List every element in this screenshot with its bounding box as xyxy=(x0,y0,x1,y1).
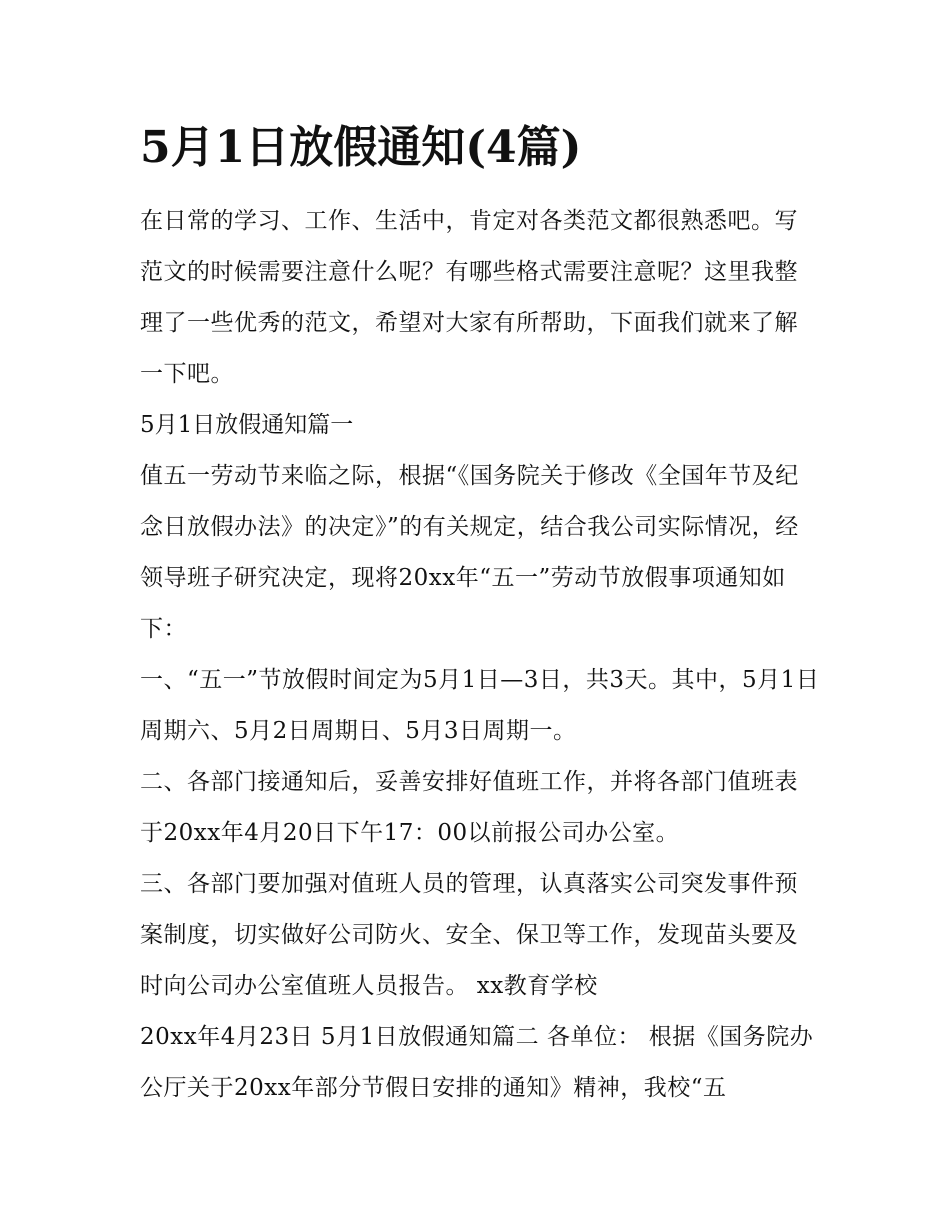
notice-item-1: 一、“五一”节放假时间定为5月1日—3日，共3天。其中，5月1日周期六、5月2日周期日、5月3日周期一。 xyxy=(140,667,820,744)
intro-paragraph: 在日常的学习、工作、生活中，肯定对各类范文都很熟悉吧。写范文的时候需要注意什么呢？有哪些格式需要注意呢？这里我整理了一些优秀的范文，希望对大家有所帮助，下面我们就来了解一下吧。 xyxy=(140,208,798,387)
notice-item-3: 三、各部门要加强对值班人员的管理，认真落实公司突发事件预案制度，切实做好公司防火、安全、保卫等工作，发现苗头要及时向公司办公室值班人员报告。 xx教育学校 xyxy=(140,871,798,999)
section-heading-1: 5月1日放假通知篇一 xyxy=(140,412,354,438)
document-body xyxy=(140,196,820,1114)
document-title: 5月1日放假通知(4篇) xyxy=(140,122,582,173)
notice-paragraph-main: 值五一劳动节来临之际，根据“《国务院关于修改《全国年节及纪念日放假办法》的决定》”的有关规定，结合我公司实际情况，经领导班子研究决定，现将20xx年“五一”劳动节放假事项通知如下： xyxy=(140,463,799,642)
notice-paragraph-section2: 20xx年4月23日 5月1日放假通知篇二 各单位： 根据《国务院办公厅关于20xx年部分节假日安排的通知》精神，我校“五 xyxy=(140,1024,814,1101)
notice-item-2: 二、各部门接通知后，妥善安排好值班工作，并将各部门值班表于20xx年4月20日下午17：00以前报公司办公室。 xyxy=(140,769,798,846)
